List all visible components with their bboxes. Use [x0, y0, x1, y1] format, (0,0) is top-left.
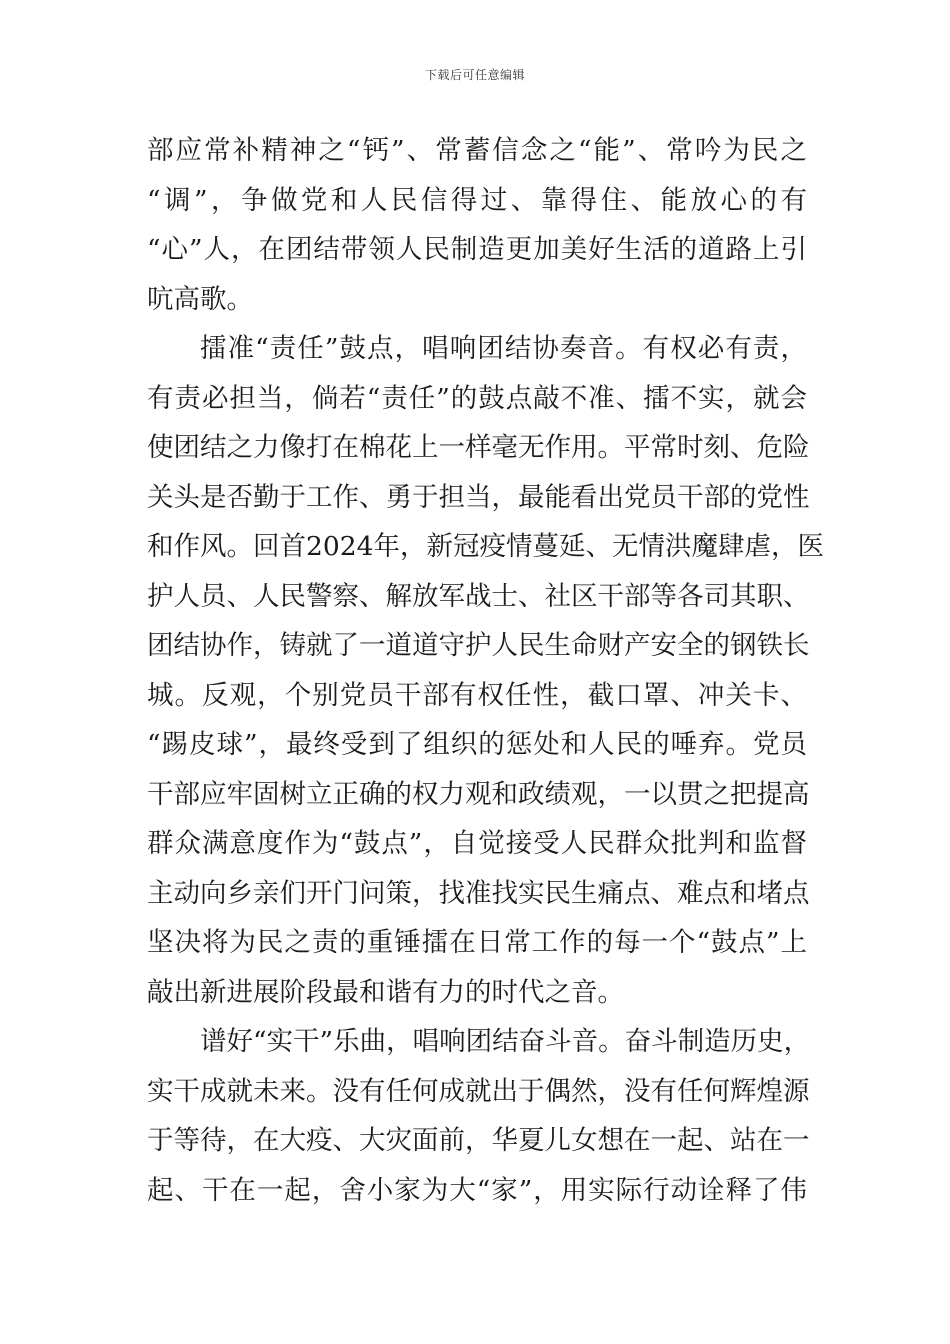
header-note: 下载后可任意编辑: [424, 68, 525, 82]
text-line: “踢皮球”，最终受到了组织的惩处和人民的唾弃。党员: [147, 729, 807, 760]
text-line: 谱好“实干”乐曲，唱响团结奋斗音。奋斗制造历史，: [200, 1026, 811, 1057]
text-line: 部应常补精神之“钙”、常蓄信念之“能”、常吟为民之: [147, 135, 807, 166]
text-line: 干部应牢固树立正确的权力观和政绩观，一以贯之把提高: [147, 778, 810, 810]
text-line: 城。反观，个别党员干部有权任性，截口罩、冲关卡、: [147, 679, 807, 711]
text-line: 使团结之力像打在棉花上一样毫无作用。平常时刻、危险: [147, 432, 810, 463]
text-line: 起、干在一起，舍小家为大“家”，用实际行动诠释了伟: [147, 1174, 807, 1206]
text-line: 团结协作，铸就了一道道守护人民生命财产安全的钢铁长: [147, 630, 810, 661]
text-line: 敲出新进展阶段最和谐有力的时代之音。: [147, 976, 624, 1008]
text-line: 于等待，在大疫、大灾面前，华夏儿女想在一起、站在一: [147, 1125, 810, 1156]
text-line: 护人员、人民警察、解放军战士、社区干部等各司其职、: [147, 580, 810, 612]
text-line: 擂准“责任”鼓点，唱响团结协奏音。有权必有责，: [200, 333, 807, 364]
text-line: “调”，争做党和人民信得过、靠得住、能放心的有: [147, 184, 807, 216]
paragraph-1: [147, 126, 807, 324]
document-body: [147, 126, 824, 1215]
text-line: 主动向乡亲们开门问策，找准找实民生痛点、难点和堵点: [147, 877, 810, 909]
text-line: 有责必担当，倘若“责任”的鼓点敲不准、擂不实，就会: [147, 382, 807, 414]
text-line: 吭高歌。: [147, 283, 253, 315]
text-line: 群众满意度作为“鼓点”，自觉接受人民群众批判和监督: [147, 828, 807, 859]
text-line: 和作风。回首2024年，新冠疫情蔓延、无情洪魔肆虐，医: [147, 531, 824, 562]
text-line: 实干成就未来。没有任何成就出于偶然，没有任何辉煌源: [147, 1075, 810, 1107]
text-line: 关头是否勤于工作、勇于担当，最能看出党员干部的党性: [147, 481, 810, 513]
paragraph-2: [147, 324, 824, 1017]
text-line: “心”人，在团结带领人民制造更加美好生活的道路上引: [147, 234, 807, 265]
text-line: 坚决将为民之责的重锤擂在日常工作的每一个“鼓点”上: [147, 927, 807, 958]
paragraph-3: [147, 1017, 811, 1215]
